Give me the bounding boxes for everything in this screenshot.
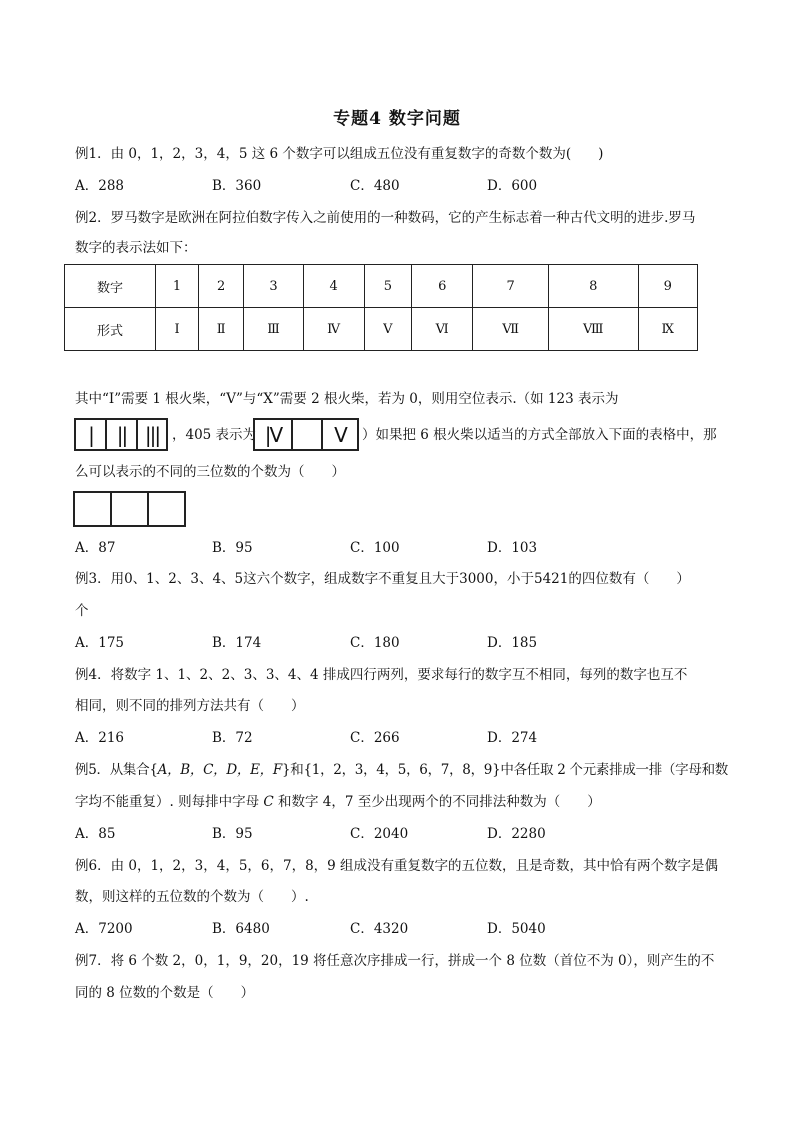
table-cell: 7 (473, 265, 549, 308)
page-title: 专题4 数字问题 (333, 109, 461, 129)
question-5-option-b: B．95 (212, 826, 253, 842)
question-5-letter-c: C (263, 794, 274, 810)
question-4-option-a: A．216 (75, 730, 125, 746)
table-row (65, 308, 698, 351)
question-2-option-a: A．87 (75, 540, 116, 556)
question-4-option-c: C．266 (350, 730, 400, 746)
question-3-option-c: C．180 (350, 635, 400, 651)
question-6-stem-line2: 数，则这样的五位数的个数为（ ）. (75, 889, 309, 905)
question-6-option-d: D．5040 (487, 921, 546, 937)
table-header-cell: 数字 (65, 265, 156, 308)
question-5-option-a: A．85 (75, 826, 116, 842)
empty-matchstick-grid (73, 491, 186, 527)
question-3-stem-line2: 个 (75, 603, 89, 619)
question-4-option-b: B．72 (212, 730, 253, 746)
matchstick-cell: | (76, 420, 107, 449)
matchstick-example-123 (74, 418, 168, 451)
question-2-option-d: D．103 (487, 540, 538, 556)
question-5-letter-set: A，B，C，D，E，F (157, 762, 282, 778)
question-7-stem-line1: 例7．将 6 个数 2，0，1，9，20，19 将任意次序排成一行，拼成一个 8 位数（首位不为 0），则产生的不 (75, 953, 715, 969)
matchstick-example-405 (253, 418, 359, 451)
empty-grid-cell (75, 493, 112, 525)
question-3-option-a: A．175 (75, 635, 125, 651)
question-6-option-b: B．6480 (212, 921, 270, 937)
question-6-stem-line1: 例6．由 0，1，2，3，4，5，6，7，8，9 组成没有重复数字的五位数，且是奇数，其中恰有两个数字是偶 (75, 858, 719, 874)
table-cell: Ⅵ (412, 308, 473, 351)
question-5-option-d: D．2280 (487, 826, 546, 842)
table-cell: 9 (638, 265, 697, 308)
table-cell: 6 (412, 265, 473, 308)
table-cell: Ⅳ (303, 308, 364, 351)
table-cell: Ⅲ (244, 308, 303, 351)
question-1-option-c: C．480 (350, 178, 400, 194)
question-1-option-d: D．600 (487, 178, 538, 194)
question-5-stem-part: 和数字 4，7 至少出现两个的不同排法种数为（ ） (273, 794, 601, 810)
question-1-option-b: B．360 (212, 178, 262, 194)
table-cell: 3 (244, 265, 303, 308)
question-4-stem-line2: 相同，则不同的排列方法共有（ ） (75, 698, 305, 714)
matchstick-cell (293, 420, 323, 449)
matchstick-cell: |V (255, 420, 293, 449)
table-cell: Ⅰ (156, 308, 199, 351)
table-cell: 5 (364, 265, 411, 308)
matchstick-cell: V (334, 422, 346, 447)
question-5-stem-line1 (75, 761, 728, 779)
question-2-stem-line2: 数字的表示法如下： (75, 240, 197, 256)
question-3-option-b: B．174 (212, 635, 262, 651)
question-3-stem-line1: 例3．用0、1、2、3、4、5这六个数字，组成数字不重复且大于3000，小于5421的四位数有（ ） (75, 571, 690, 587)
question-5-stem-part: 例5．从集合{ (75, 762, 158, 778)
question-2-option-c: C．100 (350, 540, 400, 556)
question-7-stem-line2: 同的 8 位数的个数是（ ） (75, 985, 255, 1001)
table-cell: 4 (303, 265, 364, 308)
question-1-stem: 例1．由 0，1，2，3，4，5 这 6 个数字可以组成五位没有重复数字的奇数个数为( ) (75, 146, 604, 162)
question-2-stem-line1: 例2．罗马数字是欧洲在阿拉伯数字传入之前使用的一种数码，它的产生标志着一种古代文明的进步.罗马 (75, 210, 696, 226)
table-cell: Ⅱ (199, 308, 244, 351)
table-cell: 8 (548, 265, 638, 308)
question-4-option-d: D．274 (487, 730, 538, 746)
question-5-stem-part: }和{1，2，3，4，5，6，7，8，9}中各任取 2 个元素排成一排（字母和数 (281, 762, 728, 778)
question-2-option-b: B．95 (212, 540, 253, 556)
matchstick-cell: || (107, 420, 138, 449)
question-2-text-line2: ）如果把 6 根火柴以适当的方式全部放入下面的表格中，那 (362, 427, 717, 443)
empty-grid-cell (149, 493, 184, 525)
table-header-cell: 形式 (65, 308, 156, 351)
question-5-stem-line2 (75, 793, 601, 811)
table-cell: Ⅸ (638, 308, 697, 351)
matchstick-cell: ||| (144, 422, 160, 447)
question-3-option-d: D．185 (487, 635, 538, 651)
question-2-text-mid: ，405 表示为 (172, 427, 257, 443)
table-cell: Ⅷ (548, 308, 638, 351)
question-1-option-a: A．288 (75, 178, 125, 194)
question-5-option-c: C．2040 (350, 826, 409, 842)
question-4-stem-line1: 例4．将数字 1、1、2、2、3、3、4、4 排成四行两列，要求每行的数字互不相同，每列的数字也互不 (75, 667, 688, 683)
table-cell: 2 (199, 265, 244, 308)
table-cell: Ⅴ (364, 308, 411, 351)
question-2-text-line3: 么可以表示的不同的三位数的个数为（ ） (75, 464, 345, 480)
question-6-option-c: C．4320 (350, 921, 409, 937)
question-5-stem-part: 字均不能重复）. 则每排中字母 (75, 794, 264, 810)
table-row (65, 265, 698, 308)
table-cell: 1 (156, 265, 199, 308)
empty-grid-cell (112, 493, 149, 525)
table-cell: Ⅶ (473, 308, 549, 351)
question-2-text-line1: 其中“Ⅰ”需要 1 根火柴，“Ⅴ”与“X”需要 2 根火柴，若为 0，则用空位表示.（如 123 表示为 (75, 391, 619, 407)
question-6-option-a: A．7200 (75, 921, 133, 937)
roman-numeral-table (64, 264, 698, 351)
